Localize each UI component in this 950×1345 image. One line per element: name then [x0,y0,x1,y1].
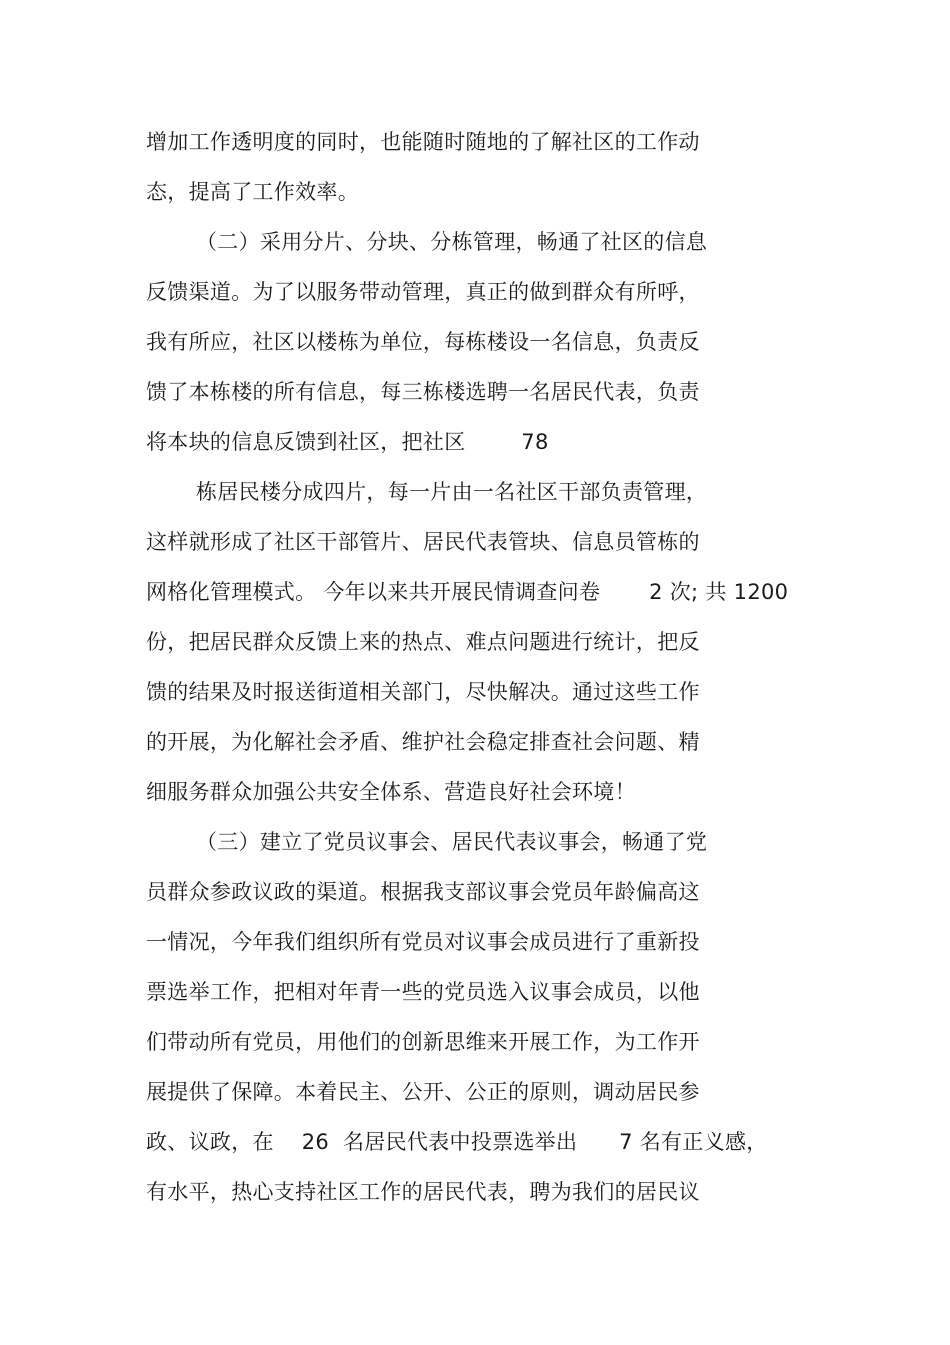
text-line: 员群众参政议政的渠道。根据我支部议事会党员年龄偏高这 [146,880,700,904]
text-line: 增加工作透明度的同时，也能随时随地的了解社区的工作动 [146,130,700,154]
text-line: 馈了本栋楼的所有信息，每三栋楼选聘一名居民代表，负责 [146,380,700,404]
text-line: 份，把居民群众反馈上来的热点、难点问题进行统计，把反 [146,630,700,654]
section-heading-2: （二）采用分片、分块、分栋管理，畅通了社区的信息 [196,230,708,254]
text-line: 一情况，今年我们组织所有党员对议事会成员进行了重新投 [146,930,700,954]
text-line: 票选举工作，把相对年青一些的党员选入议事会成员，以他 [146,980,700,1004]
text-line: 们带动所有党员，用他们的创新思维来开展工作，为工作开 [146,1030,700,1054]
text-line: 我有所应，社区以楼栋为单位，每栋楼设一名信息，负责反 [146,330,700,354]
text-line: 网格化管理模式。 今年以来共开展民情调查问卷 2 次; 共 1200 [146,580,789,604]
text-line: 有水平，热心支持社区工作的居民代表，聘为我们的居民议 [146,1180,700,1204]
text-line: 将本块的信息反馈到社区，把社区 78 [146,430,549,454]
text-line: 反馈渠道。为了以服务带动管理，真正的做到群众有所呼， [146,280,700,304]
text-line: 这样就形成了社区干部管片、居民代表管块、信息员管栋的 [146,530,700,554]
text-line: 细服务群众加强公共安全体系、营造良好社会环境！ [146,780,636,804]
text-line: 馈的结果及时报送街道相关部门，尽快解决。通过这些工作 [146,680,700,704]
text-line: 栋居民楼分成四片，每一片由一名社区干部负责管理， [196,480,708,504]
text-line: 的开展，为化解社会矛盾、维护社会稳定排查社会问题、精 [146,730,700,754]
text-line: 展提供了保障。本着民主、公开、公正的原则，调动居民参 [146,1080,700,1104]
text-line: 政、议政，在 26 名居民代表中投票选举出 7 名有正义感， [146,1130,768,1154]
section-heading-3: （三）建立了党员议事会、居民代表议事会，畅通了党 [196,830,708,854]
text-line: 态，提高了工作效率。 [146,180,359,204]
